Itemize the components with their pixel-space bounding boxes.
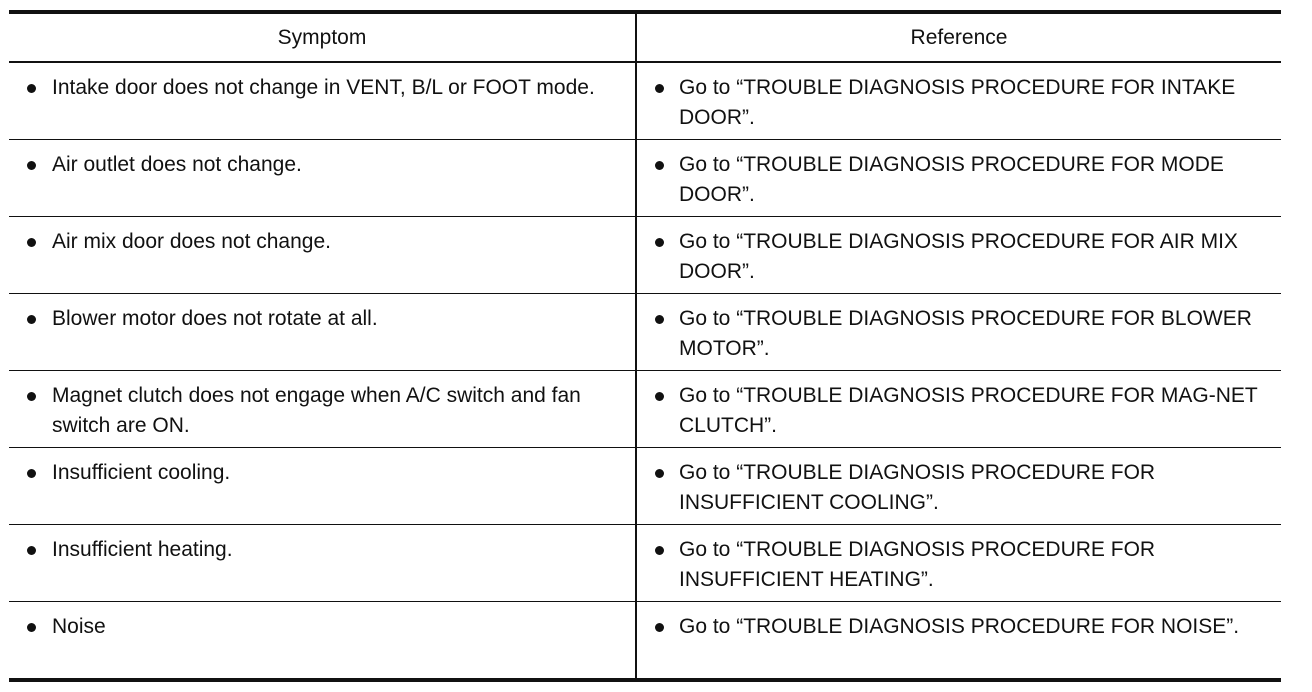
symptom-reference-table-frame	[9, 10, 1281, 682]
table-row	[9, 216, 1281, 293]
bullet-icon	[655, 84, 664, 93]
reference-text: Go to “TROUBLE DIAGNOSIS PROCEDURE FOR AIR MIX DOOR”.	[679, 229, 1238, 283]
symptom-text: Blower motor does not rotate at all.	[52, 306, 378, 330]
bullet-icon	[655, 546, 664, 555]
symptom-text: Magnet clutch does not engage when A/C switch and fan switch are ON.	[52, 383, 581, 437]
symptom-column-header: Symptom	[9, 14, 636, 62]
bullet-icon	[655, 315, 664, 324]
bullet-icon	[27, 161, 36, 170]
symptom-text: Intake door does not change in VENT, B/L or FOOT mode.	[52, 76, 595, 99]
reference-cell	[636, 447, 1281, 524]
reference-cell	[636, 139, 1281, 216]
reference-cell	[636, 293, 1281, 370]
table-row	[9, 293, 1281, 370]
reference-cell	[636, 62, 1281, 139]
symptom-cell	[9, 524, 636, 601]
symptom-cell	[9, 139, 636, 216]
table-row	[9, 139, 1281, 216]
bullet-icon	[27, 469, 36, 478]
bullet-icon	[27, 84, 36, 93]
reference-text: Go to “TROUBLE DIAGNOSIS PROCEDURE FOR INSUFFICIENT HEATING”.	[679, 537, 1156, 591]
reference-cell	[636, 524, 1281, 601]
bullet-icon	[27, 546, 36, 555]
symptom-cell	[9, 216, 636, 293]
bullet-icon	[655, 238, 664, 247]
symptom-text: Noise	[52, 614, 106, 638]
reference-cell	[636, 601, 1281, 678]
reference-text: Go to “TROUBLE DIAGNOSIS PROCEDURE FOR MAG-NET CLUTCH”.	[679, 383, 1258, 437]
reference-text: Go to “TROUBLE DIAGNOSIS PROCEDURE FOR INTAKE DOOR”.	[679, 76, 1236, 129]
symptom-text: Insufficient heating.	[52, 537, 233, 561]
bullet-icon	[27, 315, 36, 324]
bullet-icon	[27, 623, 36, 632]
symptom-text: Insufficient cooling.	[52, 460, 231, 484]
bullet-icon	[655, 469, 664, 478]
reference-cell	[636, 216, 1281, 293]
reference-text: Go to “TROUBLE DIAGNOSIS PROCEDURE FOR INSUFFICIENT COOLING”.	[679, 460, 1156, 514]
bullet-icon	[655, 623, 664, 632]
symptom-text: Air mix door does not change.	[52, 229, 331, 253]
table-row	[9, 524, 1281, 601]
table-row	[9, 447, 1281, 524]
table-row	[9, 601, 1281, 678]
table-row	[9, 370, 1281, 447]
bullet-icon	[27, 238, 36, 247]
bullet-icon	[655, 392, 664, 401]
symptom-reference-table	[9, 14, 1281, 678]
symptom-cell	[9, 601, 636, 678]
symptom-cell	[9, 370, 636, 447]
reference-text: Go to “TROUBLE DIAGNOSIS PROCEDURE FOR MODE DOOR”.	[679, 152, 1224, 206]
reference-text: Go to “TROUBLE DIAGNOSIS PROCEDURE FOR BLOWER MOTOR”.	[679, 306, 1252, 360]
table-row	[9, 62, 1281, 139]
symptom-text: Air outlet does not change.	[52, 152, 302, 176]
symptom-cell	[9, 62, 636, 139]
symptom-cell	[9, 293, 636, 370]
bullet-icon	[655, 161, 664, 170]
reference-cell	[636, 370, 1281, 447]
symptom-cell	[9, 447, 636, 524]
reference-text: Go to “TROUBLE DIAGNOSIS PROCEDURE FOR NOISE”.	[679, 614, 1240, 638]
table-header-row	[9, 14, 1281, 62]
bullet-icon	[27, 392, 36, 401]
reference-column-header: Reference	[636, 14, 1281, 62]
